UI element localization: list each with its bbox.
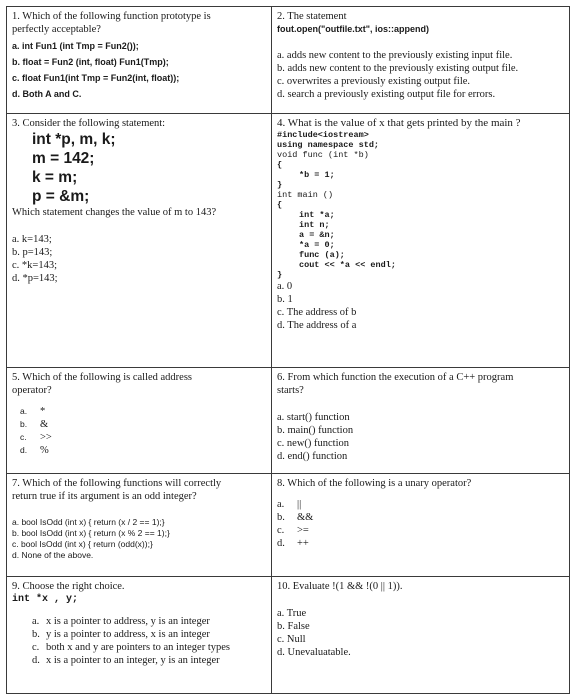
question-3-code-line-1: int *p, m, k;	[32, 131, 116, 148]
question-6-cell	[271, 367, 570, 474]
question-4-code-line-14: cout << *a << endl;	[299, 260, 396, 270]
question-3-question: Which statement changes the value of m to 143?	[12, 207, 217, 218]
question-10-option-d: d. Unevaluatable.	[277, 647, 351, 658]
question-5-option-d	[12, 444, 267, 457]
question-4-code-line-12: *a = 0;	[299, 240, 335, 250]
question-4-option-c: c. The address of b	[277, 307, 357, 318]
quiz-table	[6, 6, 570, 694]
question-4-cell	[271, 113, 570, 368]
option-label: d.	[32, 655, 40, 666]
question-1-option-d: d. Both A and C.	[12, 89, 82, 99]
question-9-option-a	[12, 615, 267, 628]
option-text: &	[40, 419, 49, 430]
question-8-stem: 8. Which of the following is a unary operator?	[277, 478, 472, 489]
question-8-option-d	[277, 537, 565, 550]
question-3-code-line-2: m = 142;	[32, 150, 95, 167]
question-10-option-c: c. Null	[277, 634, 306, 645]
option-label: c.	[32, 642, 40, 653]
question-3-option-d: d. *p=143;	[12, 273, 58, 284]
question-4-code-line-3: void func (int *b)	[277, 150, 369, 160]
question-6-option-a: a. start() function	[277, 412, 350, 423]
question-10-option-b: b. False	[277, 621, 310, 632]
question-4-code-line-8: {	[277, 200, 283, 210]
question-4-code-line-4: {	[277, 160, 283, 170]
question-3-option-a: a. k=143;	[12, 234, 52, 245]
option-label: c.	[277, 525, 285, 536]
question-1-cell	[6, 6, 272, 114]
question-4-stem: 4. What is the value of x that gets printed by the main ?	[277, 117, 521, 129]
question-1-stem-cont: perfectly acceptable?	[12, 24, 101, 35]
question-10-option-a: a. True	[277, 608, 307, 619]
question-5-option-c	[12, 431, 267, 444]
question-4-code-line-1: #include<iostream>	[277, 130, 369, 140]
question-5-option-b	[12, 418, 267, 431]
option-text: >>	[40, 432, 52, 443]
question-5-stem: 5. Which of the following is called address	[12, 372, 193, 383]
option-label: a.	[20, 406, 28, 416]
question-8-cell	[271, 473, 570, 577]
option-text: ++	[297, 538, 309, 549]
question-8-option-b	[277, 511, 565, 524]
question-4-code-line-11: a = &n;	[299, 230, 335, 240]
question-1-option-a: a. int Fun1 (int Tmp = Fun2());	[12, 41, 139, 51]
option-text: y is a pointer to address, x is an integer	[46, 629, 210, 640]
question-7-option-b: b. bool IsOdd (int x) { return (x % 2 == 1);}	[12, 528, 170, 538]
question-7-stem: 7. Which of the following functions will correctly	[12, 478, 222, 489]
question-3-stem: 3. Consider the following statement:	[12, 118, 166, 129]
question-5-option-a	[12, 405, 267, 418]
question-7-stem-cont: return true if its argument is an odd integer?	[12, 491, 197, 502]
question-7-cell	[6, 473, 272, 577]
option-text: *	[40, 406, 46, 417]
question-2-cell	[271, 6, 570, 114]
question-3-code-line-3: k = m;	[32, 169, 78, 186]
question-7-option-a: a. bool IsOdd (int x) { return (x / 2 == 1);}	[12, 517, 165, 527]
question-7-option-d: d. None of the above.	[12, 550, 94, 560]
question-9-cell	[6, 576, 272, 694]
question-4-option-d: d. The address of a	[277, 320, 357, 331]
option-text: >=	[297, 525, 309, 536]
question-2-option-d: d. search a previously existing output file for errors.	[277, 89, 496, 100]
option-text: &&	[297, 512, 314, 523]
question-2-option-c: c. overwrites a previously existing output file.	[277, 76, 471, 87]
question-3-option-b: b. p=143;	[12, 247, 53, 258]
question-9-code: int *x , y;	[12, 594, 79, 605]
option-text: ||	[297, 499, 302, 510]
question-2-stem: 2. The statement	[277, 11, 347, 22]
question-4-code-line-2: using namespace std;	[277, 140, 380, 150]
option-text: x is a pointer to address, y is an integer	[46, 616, 210, 627]
question-3-option-c: c. *k=143;	[12, 260, 57, 271]
question-6-stem-cont: starts?	[277, 385, 304, 396]
question-4-code-line-13: func (a);	[299, 250, 345, 260]
option-label: c.	[20, 432, 27, 442]
question-4-code-line-5: *b = 1;	[299, 170, 335, 180]
question-3-code-line-4: p = &m;	[32, 188, 90, 205]
question-3-cell	[6, 113, 272, 368]
option-label: b.	[20, 419, 28, 429]
question-6-option-d: d. end() function	[277, 451, 348, 462]
option-text: both x and y are pointers to an integer types	[46, 642, 230, 653]
option-label: a.	[32, 616, 40, 627]
question-1-stem: 1. Which of the following function prototype is	[12, 11, 211, 22]
question-2-option-a: a. adds new content to the previously existing input file.	[277, 50, 513, 61]
question-10-cell	[271, 576, 570, 694]
question-9-stem: 9. Choose the right choice.	[12, 581, 125, 592]
option-text: %	[40, 445, 49, 456]
question-1-option-c: c. float Fun1(int Tmp = Fun2(int, float));	[12, 73, 180, 83]
question-4-code-line-15: }	[277, 270, 283, 280]
option-label: b.	[32, 629, 40, 640]
question-1-option-b: b. float = Fun2 (int, float) Fun1(Tmp);	[12, 57, 169, 67]
question-6-stem: 6. From which function the execution of a C++ program	[277, 372, 514, 383]
question-9-option-c	[12, 641, 267, 654]
option-text: x is a pointer to an integer, y is an integer	[46, 655, 220, 666]
question-4-code-line-9: int *a;	[299, 210, 335, 220]
question-6-option-b: b. main() function	[277, 425, 354, 436]
question-2-option-b: b. adds new content to the previously existing output file.	[277, 63, 519, 74]
question-5-stem-cont: operator?	[12, 385, 52, 396]
option-label: d.	[20, 445, 28, 455]
question-9-option-d	[12, 654, 267, 667]
question-4-option-a: a. 0	[277, 281, 293, 292]
question-2-code: fout.open("outfile.txt", ios::append)	[277, 24, 430, 34]
option-label: a.	[277, 499, 285, 510]
question-8-option-a	[277, 498, 565, 511]
question-6-option-c: c. new() function	[277, 438, 350, 449]
question-4-code-line-10: int n;	[299, 220, 330, 230]
question-4-code-line-7: int main ()	[277, 190, 334, 200]
question-5-cell	[6, 367, 272, 474]
question-4-code-line-6: }	[277, 180, 283, 190]
question-9-option-b	[12, 628, 267, 641]
question-8-option-c	[277, 524, 565, 537]
question-4-option-b: b. 1	[277, 294, 293, 305]
question-7-option-c: c. bool IsOdd (int x) { return (odd(x));}	[12, 539, 153, 549]
question-10-stem: 10. Evaluate !(1 && !(0 || 1)).	[277, 581, 403, 592]
option-label: d.	[277, 538, 285, 549]
option-label: b.	[277, 512, 285, 523]
